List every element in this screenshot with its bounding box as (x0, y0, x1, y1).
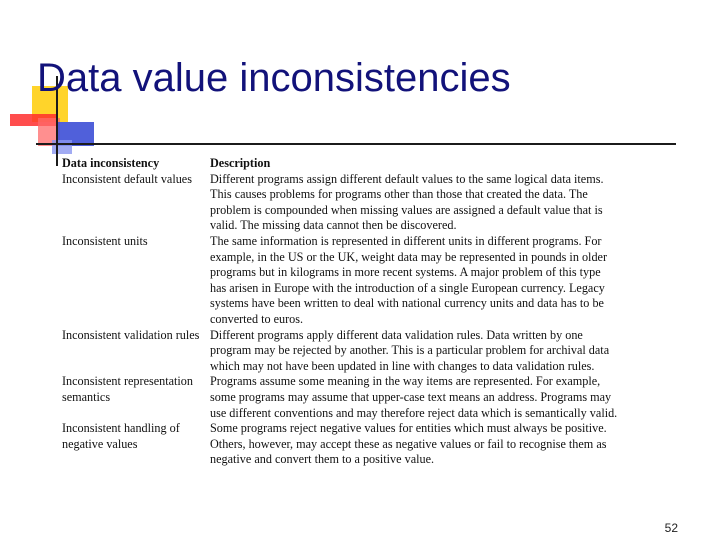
table-row (62, 234, 618, 328)
inconsistency-description: Programs assume some meaning in the way items are represented. For example, some programs may assume that upper-case text means an address. Programs may use different conventions and may therefore reject data which is semantically valid. (210, 374, 618, 420)
inconsistency-name: Inconsistent default values (62, 171, 192, 186)
table-header-row (62, 156, 618, 172)
column-header-description: Description (210, 156, 271, 170)
column-header-inconsistency: Data inconsistency (62, 156, 160, 170)
inconsistency-description: Some programs reject negative values for entities which must always be positive. Others, however, may accept these as negative values or fail to recognise them as negative and convert them to a positive value. (210, 421, 607, 467)
inconsistency-table (62, 156, 618, 468)
inconsistency-description: Different programs apply different data validation rules. Data written by one program may be rejected by another. This is a particular problem for archival data which may not have been updated in line with changes to data validation rules. (210, 327, 610, 373)
slide-title: Data value inconsistencies (37, 56, 511, 100)
table-row (62, 328, 618, 375)
page-number: 52 (664, 521, 678, 535)
decor-horizontal-line (36, 143, 676, 145)
inconsistency-description: The same information is represented in different units in different programs. For example, in the US or the UK, weight data may be represented in pounds in older programs but in kilograms in more recent systems. A major problem of this type has arisen in Europe with the introduction of a single European currency. Legacy systems have been written to deal with national currency units and data has to be converted to euros. (210, 233, 608, 326)
inconsistency-name: Inconsistent handling of negative values (62, 421, 180, 451)
inconsistency-name: Inconsistent representation semantics (62, 374, 193, 404)
table-row (62, 421, 618, 468)
table-row (62, 374, 618, 421)
inconsistency-description: Different programs assign different default values to the same logical data items. This causes problems for programs other than those that created the data. The problem is compounded when missing values are assigned a default value that is valid. The missing data cannot then be discovered. (210, 171, 604, 233)
table-row (62, 172, 618, 234)
inconsistency-name: Inconsistent units (62, 233, 148, 248)
inconsistency-name: Inconsistent validation rules (62, 327, 200, 342)
